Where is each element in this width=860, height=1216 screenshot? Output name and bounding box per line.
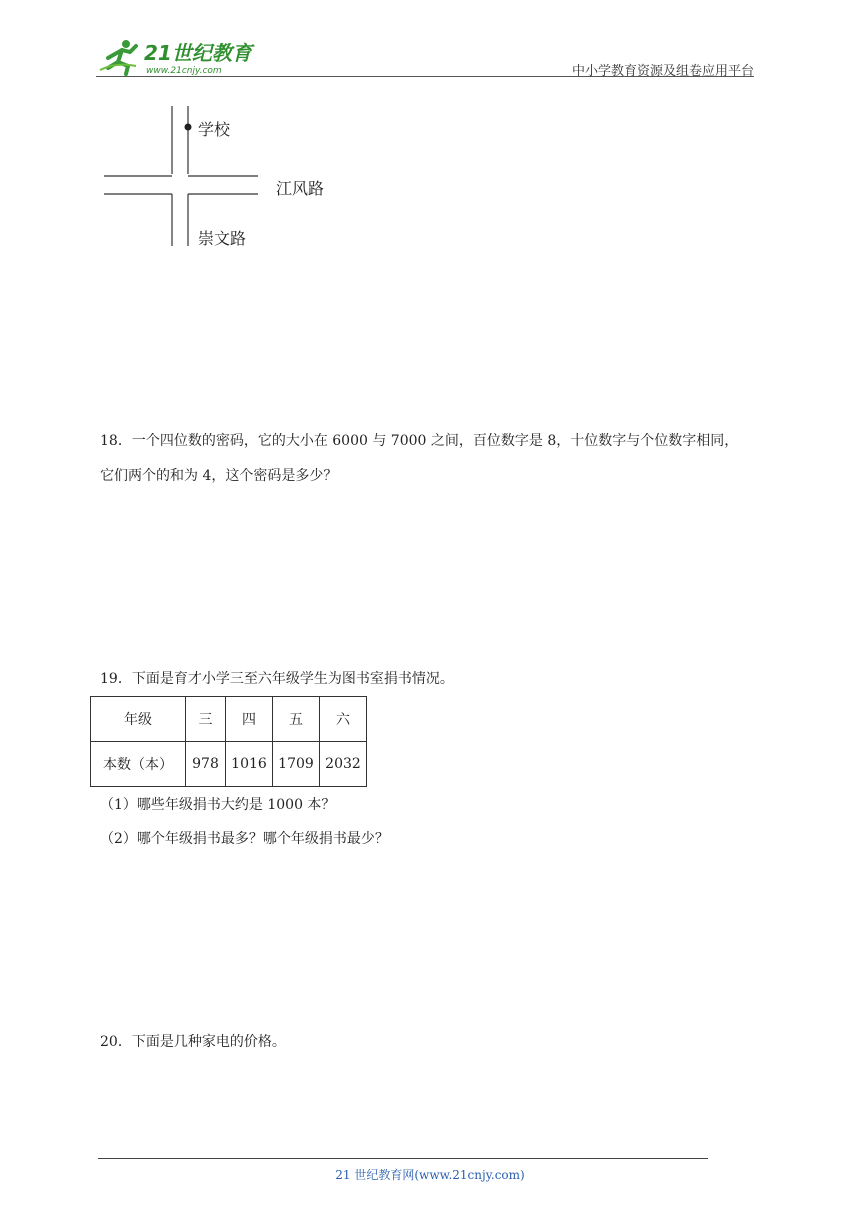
table-row — [91, 697, 367, 742]
table-header-cell: 年级 — [91, 697, 186, 742]
question-20-intro: 20．下面是几种家电的价格。 — [100, 1034, 286, 1050]
table-header-cell: 五 — [273, 697, 320, 742]
jiangfeng-road-label: 江风路 — [276, 179, 325, 198]
question-18-line-2: 它们两个的和为 4，这个密码是多少？ — [100, 468, 338, 484]
table-cell: 1709 — [273, 742, 320, 787]
question-19-intro: 19．下面是育才小学三至六年级学生为图书室捐书情况。 — [100, 671, 454, 687]
table-cell: 2032 — [320, 742, 367, 787]
question-19-sub-1: （1）哪些年级捐书大约是 1000 本？ — [100, 797, 336, 813]
school-point-icon — [185, 124, 192, 131]
table-header-cell: 三 — [186, 697, 226, 742]
table-header-cell: 四 — [226, 697, 273, 742]
runner-icon — [100, 40, 136, 74]
footer-link[interactable]: 21 世纪教育网(www.21cnjy.com) — [335, 1168, 525, 1182]
logo-url: www.21cnjy.com — [146, 66, 222, 76]
logo-text: 21世纪教育 — [144, 41, 252, 65]
site-logo — [96, 36, 266, 78]
question-18-line-1: 18．一个四位数的密码，它的大小在 6000 与 7000 之间，百位数字是 8，十位数字与个位数字相同， — [100, 433, 739, 449]
donation-table — [90, 696, 367, 787]
school-label: 学校 — [198, 120, 231, 139]
footer-divider — [98, 1158, 708, 1159]
table-cell: 978 — [186, 742, 226, 787]
table-cell: 1016 — [226, 742, 273, 787]
question-19-sub-2: （2）哪个年级捐书最多？哪个年级捐书最少？ — [100, 831, 389, 847]
header-divider — [96, 76, 754, 77]
road-lines — [104, 106, 258, 246]
table-row — [91, 742, 367, 787]
table-header-cell: 六 — [320, 697, 367, 742]
chongwen-road-label: 崇文路 — [198, 229, 247, 248]
platform-name: 中小学教育资源及组卷应用平台 — [571, 64, 754, 79]
table-cell: 本数（本） — [91, 742, 186, 787]
